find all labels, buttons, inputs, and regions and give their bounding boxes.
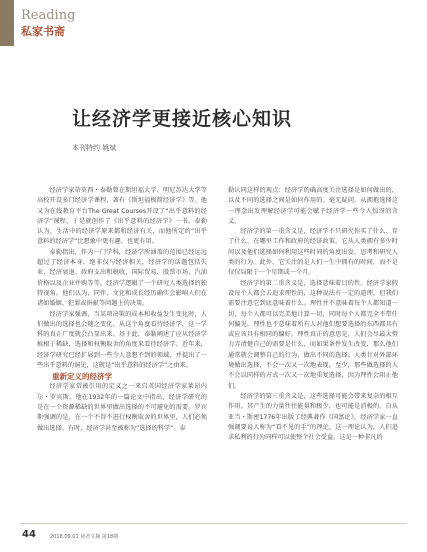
section-header [21, 8, 75, 39]
body-paragraph: 经济学的第三重含义是，这些选择可能会带来复杂的相互作用。其产生的力量往往能量和极少，也可能是消极的。自从亚当・斯密1776年出版了经典著作《国富论》，经济学家一直强调要说人称为“看不见的手”的理论，这一理论认为，人们追求私利的行为同样可以使整个社会受益。这是一种非凡的 [228, 392, 398, 442]
body-paragraph: 经济学家强调，当某项决策的成本和收益发生变化时，人们做出的选择也会随之变化。从这个角度看待经济学，这一学科的真正广度就会凸显出来。基于此，泰勒阐述了应从经济学植根于稀缺、选择和权衡取舍的角度来看待经济学。近年来，经济学研究已经扩展到一些令人意想不到的领域，并提出了一些出乎意料的洞见，这就是“出乎意料的经济学”之由来。 [37, 310, 207, 370]
left-column [37, 186, 207, 434]
body-paragraph: 经济学家蒂莫西・泰勒曾在斯坦福大学、明尼苏达大学等高校开设多门经济学课程，著有《斯坦福极简经济学》等。他又为在线教育平台The Great Courses开设了“出乎意料的经济学”课程，于是就创作了《出乎意料的经济学》一书。泰勒认为，生活中的经济学原来都和经济有关，而他所定的“出乎意料的经济学”比想象中更有趣、也更有用。 [37, 187, 207, 246]
section-label-chinese: 私家书斋 [21, 25, 65, 38]
body-paragraph: 勒认同这样的观点：经济学的确高度关注选择是如何做出的，以及不同的选择之间是如何作用的。毫无疑问，从拥抱选择这一理念出发理解经济学可能会赋予经济学一些令人惊讶的含义。 [228, 187, 398, 225]
article-byline: 本刊特约 姚斌 [72, 144, 117, 152]
section-subheading: 重新定义的经济学 [52, 372, 112, 382]
article-title: 让经济学更接近核心知识 [72, 108, 293, 130]
right-column [228, 186, 398, 443]
page-number: 44 [22, 529, 36, 540]
footer-meta: 2018.09.01 读者文摘 第18期 [50, 534, 119, 540]
body-paragraph: 经济学家常被引用的定义之一来自英国经济学家莱昂内尔・罗宾斯。他在1932年的一篇论文中指出，经济学研究的是在一个资源稀缺的世界里做出选择的不可避免的需要。罗宾斯强调的是，在一个不得不进行权衡取舍的世界里，人们必须做出选择。有时，经济学甚至被称为“选择的科学”。泰 [37, 383, 207, 432]
corner-color-band [0, 0, 14, 46]
footer-divider [20, 523, 407, 524]
body-paragraph: 经济学的第一重含义是，经济学不只研究你买了什么、存了什么、在哪里工作和政府的经济政策。它从人类拥有多少时间以及他们选择如何利用这些时间的角度出发。思考和研究人类的行为。此外，它关注的是人们一生中拥有的时间，而不是仅仅局限于一个星期或一个月。 [228, 228, 398, 277]
section-label-english: Reading [21, 8, 76, 23]
body-paragraph: 经济学的第二重含义是，选择意味着目的性。经济学家假设每个人都会去追求理性的，这种说法有一定的道理，但我们需要注意它到底意味着什么。理性并不意味着每个人都知道一切，每个人都可以完美地计算一切，同时每个人都完全不带任何偏见。理性也不意味着所有人对他们想要选择的东西都具有或应该具有相同的偏好。理性真正的意思是，人们会尽最大努力弄清楚自己的需要是什么，而如果条件发生改变，那么他们通常就会调整自己的行为，做出不同的选择。人类甘对外部环境做出选择，不会一次又一次地表现。至少，那些做选择的人不会以同样的方式一次又一次地重复选择，因为理性会阻止他们。 [228, 279, 398, 390]
body-paragraph: 泰勒指出，作为一门学科，经济学所涵盖的范围已经远远超过了经济本身。绝非仅与经济相关，经济学的话题包括失业、经济衰退、政府支出和税收、国际贸易、股票市场、汽油价格以及企业并购等等。经济学逻辑了一个研究人类选择的独特视角。他们认为，同伴、文化和成长经历确实会影响人们在诸如婚姻、犯罪或捐献等问题上的决策。 [37, 248, 207, 308]
